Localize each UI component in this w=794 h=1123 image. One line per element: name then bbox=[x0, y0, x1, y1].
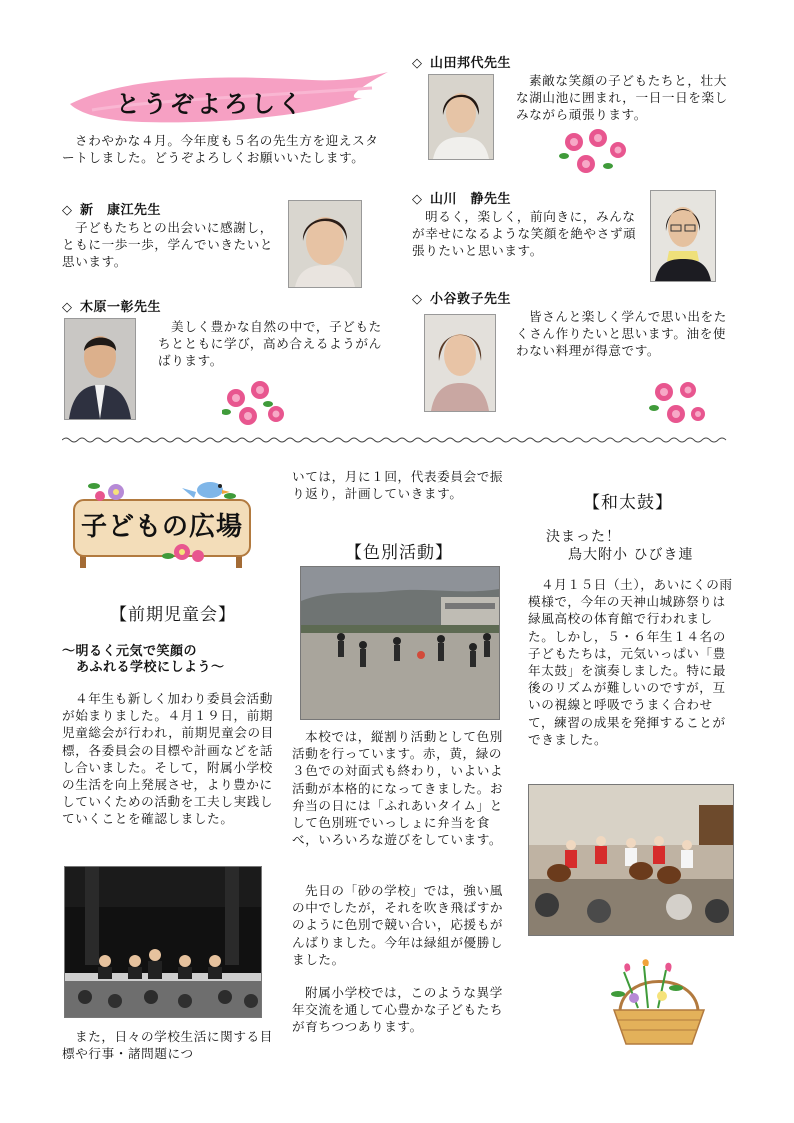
teacher-photo bbox=[650, 190, 716, 282]
council-slogan-line2: あふれる学校にしよう～ bbox=[76, 660, 225, 675]
flower-basket-icon bbox=[604, 958, 714, 1048]
teacher-message: 美しく豊かな自然の中で，子どもたちとともに学び，高め合えるようがんばります。 bbox=[158, 319, 382, 369]
color-activity-heading: 【色別活動】 bbox=[345, 543, 453, 563]
teacher-name: ◇ 小谷敦子先生 bbox=[412, 292, 512, 307]
hiroba-sign bbox=[70, 476, 254, 568]
diamond-icon: ◇ bbox=[412, 292, 423, 307]
portrait-image bbox=[429, 75, 493, 159]
schoolyard-image bbox=[301, 567, 499, 719]
council-photo bbox=[64, 866, 262, 1018]
taiko-body: ４月１５日（土），あいにくの雨模様で，今年の天神山城跡祭りは緑風高校の体育館で行われました。しかし，５・６年生１４名の子どもたちは，元気いっぱい「豊年太鼓」を演奏しました。特に最後のリズムが難しいのですが，互いの視線と呼吸でうまく合わせて，練習の成果を発揮することができました。 bbox=[528, 577, 733, 747]
teacher-message: 明るく，楽しく，前向きに，みんなが幸せになるような笑顔を絶やさず頑張りたいと思います。 bbox=[412, 209, 637, 259]
portrait-image bbox=[65, 319, 135, 419]
council-body: ４年生も新しく加わり委員会活動が始まりました。４月１９日，前期児童総会が行われ，前期児童会の目標，各委員会の目標や計画などを話し合いました。そして，附属小学校の生活を向上発展させ，より豊かにしていくための活動を工夫し実践していくことを確認しました。 bbox=[62, 691, 274, 827]
color-activity-photo bbox=[300, 566, 500, 720]
council-body-after-photo: また，日々の学校生活に関する目標や行事・諸問題につ bbox=[62, 1029, 273, 1062]
teacher-message: 素敵な笑顔の子どもたちと，壮大な湖山池に囲まれ，一日一日を楽しみながら頑張ります。 bbox=[516, 73, 728, 123]
teacher-name: ◇ 新 康江先生 bbox=[62, 203, 162, 218]
council-heading: 【前期児童会】 bbox=[110, 605, 236, 625]
diamond-icon: ◇ bbox=[412, 56, 423, 71]
wavy-divider bbox=[62, 436, 732, 444]
teacher-name: ◇ 木原一彰先生 bbox=[62, 300, 162, 315]
portrait-image bbox=[289, 201, 361, 287]
teacher-photo bbox=[288, 200, 362, 288]
rose-decoration-icon bbox=[648, 376, 710, 428]
council-slogan-line1: ～明るく元気で笑顔の bbox=[62, 644, 198, 659]
portrait-image bbox=[425, 315, 495, 411]
diamond-icon: ◇ bbox=[62, 300, 73, 315]
banner-title: とうぞよろしく bbox=[116, 90, 305, 118]
welcome-banner bbox=[62, 70, 392, 128]
color-activity-body2: 先日の「砂の学校」では，強い風の中でしたが，それを吹き飛ばすかのように色別で競い合い，応援もがんばりました。今年は緑組が優勝しました。 bbox=[292, 883, 504, 967]
rose-decoration-icon bbox=[558, 126, 630, 178]
taiko-performance-image bbox=[529, 785, 733, 935]
teacher-name: ◇ 山川 静先生 bbox=[412, 192, 512, 207]
taiko-subtitle-line2: 鳥大附小 ひびき連 bbox=[568, 547, 694, 563]
taiko-photo bbox=[528, 784, 734, 936]
teacher-photo bbox=[424, 314, 496, 412]
hiroba-title: 子どもの広場 bbox=[80, 512, 243, 542]
rose-decoration-icon bbox=[222, 378, 288, 428]
taiko-heading: 【和太鼓】 bbox=[583, 493, 673, 513]
teacher-message: 皆さんと楽しく学んで思い出をたくさん作りたいと思います。油を使わない料理が得意です。 bbox=[516, 309, 727, 359]
council-continued: いては，月に１回，代表委員会で振り返り，計画していきます。 bbox=[292, 469, 504, 502]
teacher-message: 子どもたちとの出会いに感謝し，ともに一歩一歩，学んでいきたいと思います。 bbox=[62, 220, 274, 270]
color-activity-body: 本校では，縦割り活動として色別活動を行っています。赤，黄，緑の３色での対面式も終わり，いよいよ活動が本格的になってきました。お弁当の日には「ふれあいタイム」として色別班でいっしょに弁当を食べ，いろいろな遊びをしています。 bbox=[292, 729, 504, 848]
welcome-intro: さわやかな４月。今年度も５名の先生方を迎えスタートしました。どうぞよろしくお願いいたします。 bbox=[62, 133, 379, 166]
teacher-photo bbox=[428, 74, 494, 160]
portrait-image bbox=[651, 191, 715, 281]
taiko-subtitle-line1: 決まった！ bbox=[546, 529, 621, 545]
teacher-photo bbox=[64, 318, 136, 420]
school-assembly-image bbox=[65, 867, 261, 1017]
diamond-icon: ◇ bbox=[412, 192, 423, 207]
teacher-name: ◇ 山田邦代先生 bbox=[412, 56, 512, 71]
diamond-icon: ◇ bbox=[62, 203, 73, 218]
color-activity-body3: 附属小学校では，このような異学年交流を通して心豊かな子どもたちが育ちつつあります。 bbox=[292, 985, 504, 1035]
